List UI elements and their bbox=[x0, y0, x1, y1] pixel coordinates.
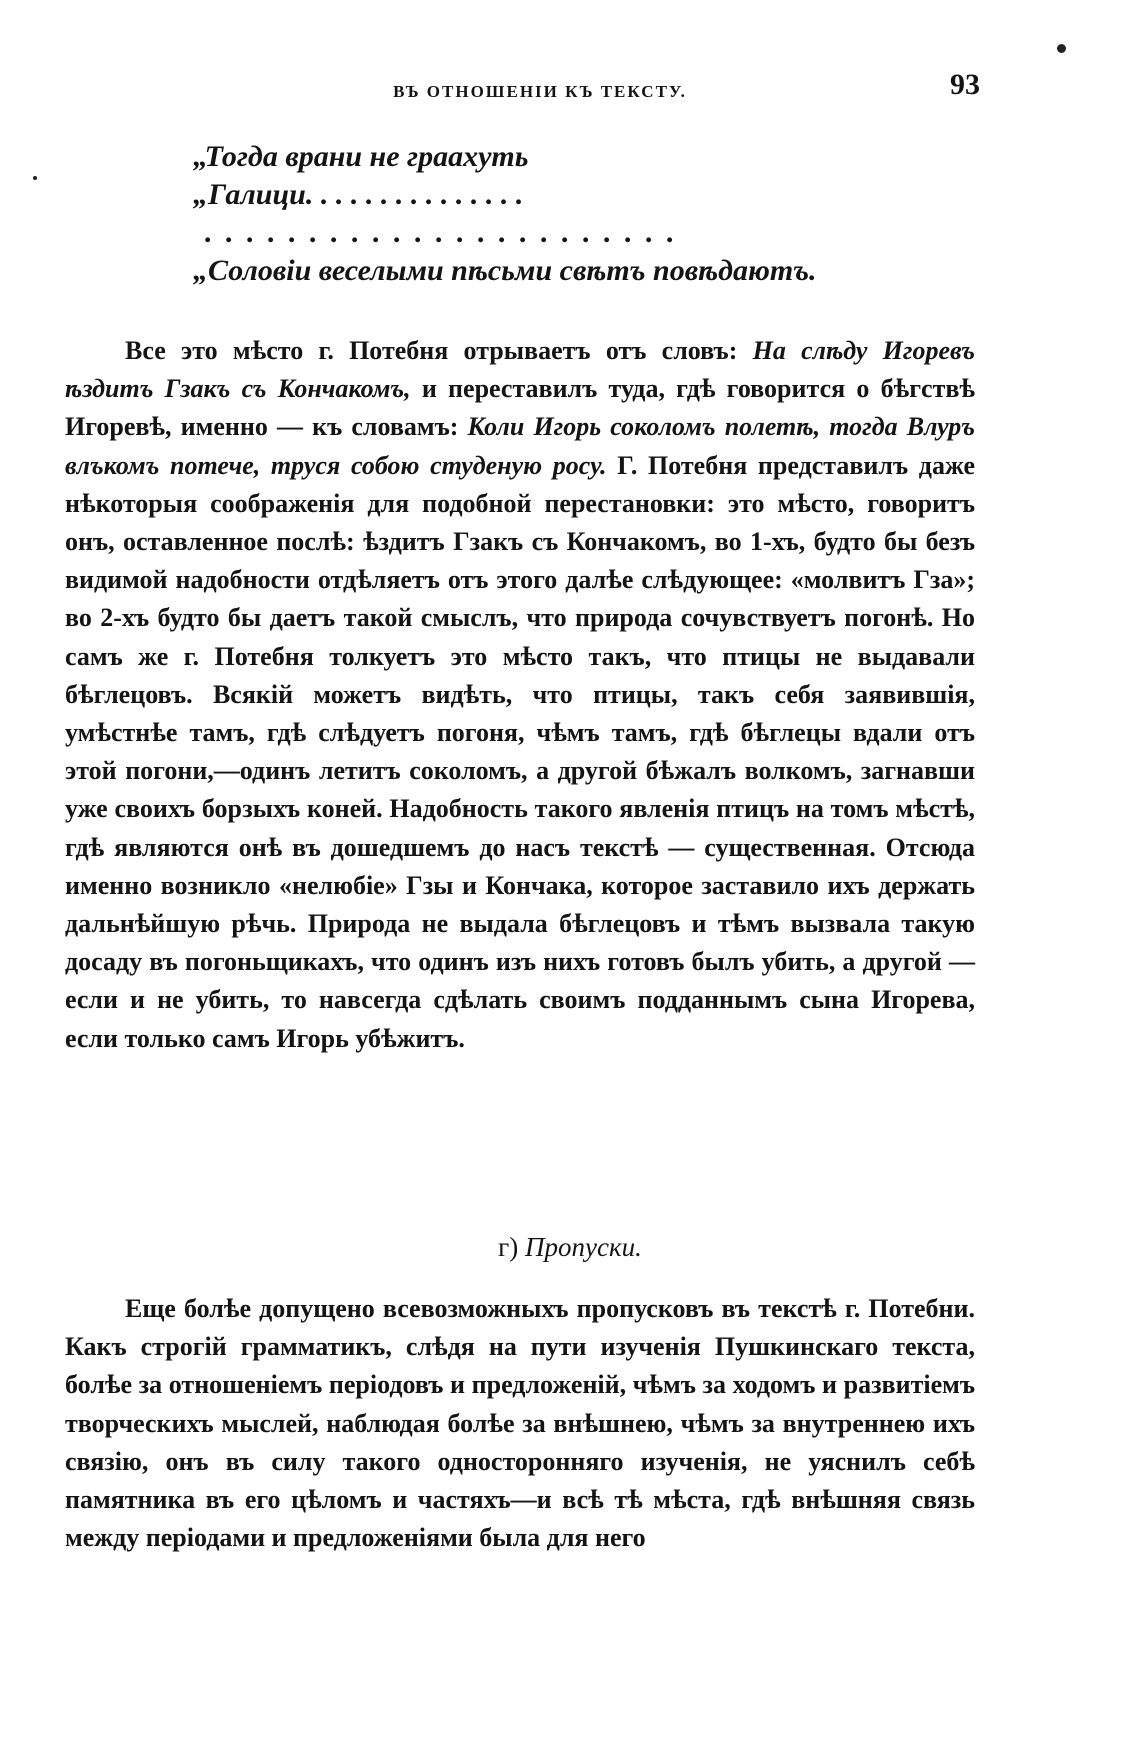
section-title: Пропуски. bbox=[524, 1232, 642, 1262]
ink-speck bbox=[1057, 44, 1066, 53]
page-header bbox=[0, 60, 1140, 110]
section-heading bbox=[0, 1232, 1140, 1263]
paragraph-text: Г. Потебня представилъ даже нѣкоторыя соображенія для подобной перестановки: это мѣсто, говоритъ онъ, оставленное послѣ: ѣздитъ Гзакъ съ Кончакомъ, во 1-хъ, будто бы безъ видимой надобности отдѣляетъ отъ этого далѣе слѣдующее: «молвитъ Гза»; во 2-хъ будто бы даетъ такой смыслъ, что природа сочувствуетъ погонѣ. Но самъ же г. Потебня толкуетъ это мѣсто такъ, что птицы не выдавали бѣглецовъ. Всякій можетъ видѣть, что птицы, такъ себя заявившія, умѣстнѣе тамъ, гдѣ слѣдуетъ погоня, чѣмъ тамъ, гдѣ бѣглецы вдали отъ этой погони,—одинъ летитъ соколомъ, а другой бѣжалъ волкомъ, загнавши уже своихъ борзыхъ коней. Надобность такого явленія птицъ на томъ мѣстѣ, гдѣ являются онѣ въ дошедшемъ до насъ текстѣ — существенная. Отсюда именно возникло «нелюбіе» Гзы и Кончака, которое заставило ихъ держать дальнѣйшую рѣчь. Природа не выдала бѣглецовъ и тѣмъ вызвала такую досаду въ погоньщикахъ, что одинъ изъ нихъ готовъ былъ убить, а другой — если и не убить, то навсегда сдѣлать своимъ подданнымъ сына Игорева, если только самъ Игорь убѣжитъ. bbox=[65, 450, 975, 1053]
ink-speck bbox=[33, 176, 37, 180]
verse-ellipsis-line: . . . . . . . . . . . . . . . . . . . . . . . bbox=[205, 216, 678, 249]
page-number: 93 bbox=[950, 68, 980, 101]
running-title: ВЪ ОТНОШЕНІИ КЪ ТЕКСТУ. bbox=[393, 82, 687, 101]
paragraph-text: Все это мѣсто г. Потебня отрываетъ отъ словъ: bbox=[125, 336, 753, 365]
verse-line: „Соловіи веселыми пѣсьми свѣтъ повѣдаютъ. bbox=[193, 254, 817, 287]
quoted-text: Коли Игорь соколомъ полетѣ, тогда Влуръ влъкомъ потече, труся собою студеную росу. bbox=[65, 412, 975, 480]
verse-line: „Тогда врани не граахуть bbox=[193, 140, 529, 173]
verse-line: „Галици. . . . . . . . . . . . . . . bbox=[193, 178, 524, 211]
verse-quote bbox=[193, 138, 913, 290]
quoted-text: На слѣду Игоревъ ѣздитъ Гзакъ съ Кончакомъ, bbox=[65, 336, 975, 404]
section-marker: г) bbox=[498, 1232, 525, 1262]
paragraph-text: и переставилъ туда, гдѣ говорится о бѣгствѣ Игоревѣ, именно — къ словамъ: bbox=[65, 374, 975, 442]
body-paragraph bbox=[65, 332, 975, 1058]
body-paragraph: Еще болѣе допущено всевозможныхъ пропусковъ въ текстѣ г. Потебни. Какъ строгій грамматикъ, слѣдя на пути изученія Пушкинскаго текста, болѣе за отношеніемъ періодовъ и предложеній, чѣмъ за ходомъ и развитіемъ творческихъ мыслей, наблюдая болѣе за внѣшнею, чѣмъ за внутреннею ихъ связію, онъ въ силу такого односторонняго изученія, не уяснилъ себѣ памятника въ его цѣломъ и частяхъ—и всѣ тѣ мѣста, гдѣ внѣшняя связь между періодами и предложеніями была для него bbox=[65, 1294, 975, 1553]
